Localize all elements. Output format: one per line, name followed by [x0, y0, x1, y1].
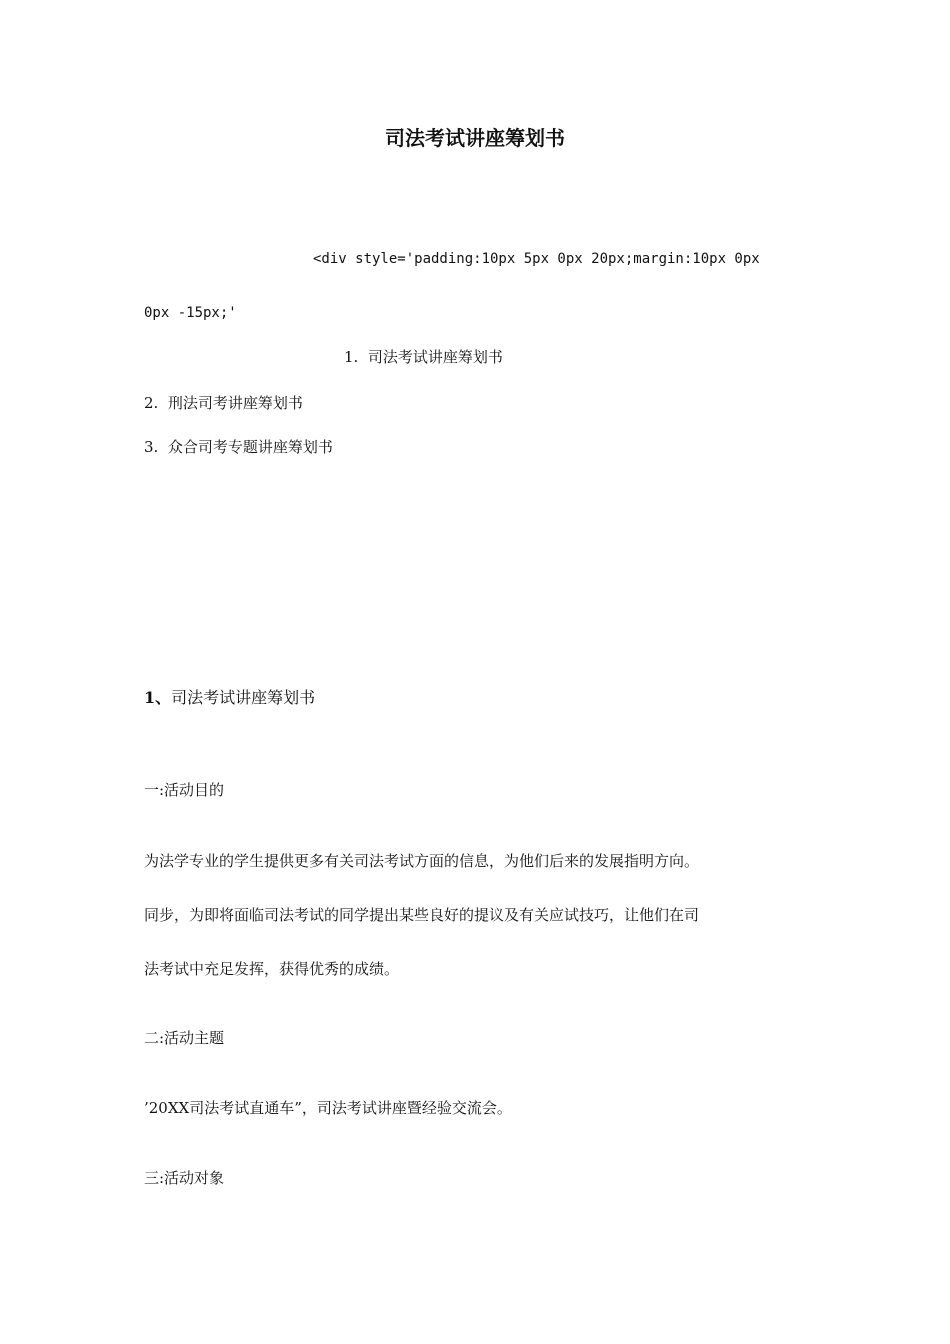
- document-title: 司法考试讲座筹划书: [385, 126, 565, 150]
- toc-item[interactable]: [344, 347, 503, 367]
- toc-item-text: 众合司考专题讲座筹划书: [167, 438, 333, 456]
- paragraph-line: 为法学专业的学生提供更多有关司法考试方面的信息，为他们后来的发展指明方向。: [144, 852, 700, 870]
- section-heading: [144, 688, 315, 708]
- part-heading-theme: 二:活动主题: [144, 1029, 225, 1047]
- toc-item-number: 3.: [144, 438, 159, 456]
- paragraph-line: 法考试中充足发挥，获得优秀的成绩。: [144, 960, 400, 978]
- section-separator: 、: [155, 688, 172, 707]
- toc-item-number: 2.: [144, 394, 159, 412]
- toc-item[interactable]: [144, 393, 303, 413]
- toc-item-number: 1.: [344, 348, 359, 366]
- toc-item-text: 刑法司考讲座筹划书: [167, 394, 303, 412]
- paragraph-line: 同步，为即将面临司法考试的同学提出某些良好的提议及有关应试技巧，让他们在司: [144, 906, 700, 924]
- code-line-2: 0px -15px;': [144, 305, 237, 321]
- code-line-1: <div style='padding:10px 5px 0px 20px;margin:10px 0px: [313, 251, 760, 267]
- part-heading-audience: 三:活动对象: [144, 1169, 225, 1187]
- toc-item[interactable]: [144, 437, 333, 457]
- section-number: 1: [144, 688, 156, 707]
- section-heading-text: 司法考试讲座筹划书: [171, 688, 316, 707]
- toc-item-text: 司法考试讲座筹划书: [367, 348, 503, 366]
- theme-paragraph: ’20XX司法考试直通车”，司法考试讲座暨经验交流会。: [144, 1099, 512, 1117]
- part-heading-purpose: 一:活动目的: [144, 781, 225, 799]
